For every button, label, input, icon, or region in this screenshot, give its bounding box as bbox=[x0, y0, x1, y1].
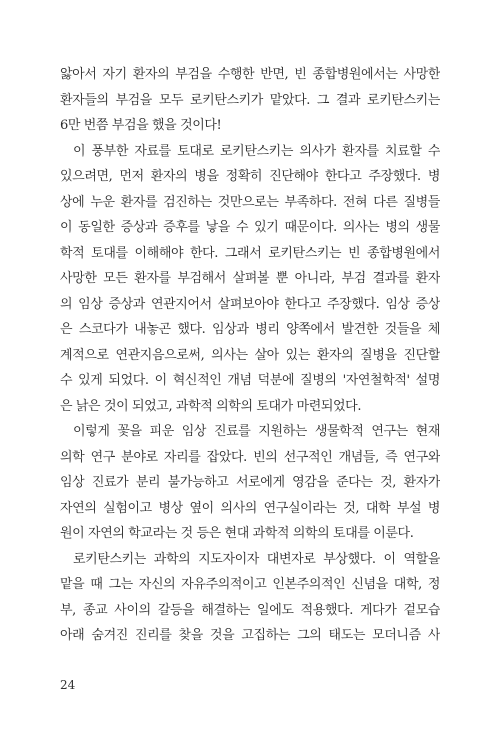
paragraph bbox=[60, 547, 440, 649]
text-line: 이 풍부한 자료를 토대로 로키탄스키는 의사가 환자를 치료할 수 bbox=[73, 143, 440, 159]
text-line: 의학 연구 분야로 자리를 잡았다. 빈의 선구적인 개념들, 즉 연구와 bbox=[60, 449, 440, 465]
text-line: 이 동일한 증상과 증후를 낳을 수 있기 때문이다. 의사는 병의 생물 bbox=[60, 220, 440, 235]
text-line: 맡을 때 그는 자신의 자유주의적이고 인본주의적인 신념을 대학, 정 bbox=[60, 577, 440, 592]
text-line: 사망한 모든 환자를 부검해서 살펴볼 뿐 아니라, 부검 결과를 환자 bbox=[60, 271, 440, 286]
text-line: 이렇게 꽃을 피운 임상 진료를 지원하는 생물학적 연구는 현재 bbox=[73, 424, 440, 439]
text-line: 은 스코다가 내놓곤 했다. 임상과 병리 양쪽에서 발견한 것들을 체 bbox=[60, 322, 440, 337]
text-line: 앓아서 자기 환자의 부검을 수행한 반면, 빈 종합병원에서는 사망한 bbox=[60, 67, 440, 82]
text-line: 6만 번쯤 부검을 했을 것이다! bbox=[60, 118, 222, 133]
paragraph bbox=[60, 62, 440, 139]
text-line: 은 낡은 것이 되었고, 과학적 의학의 토대가 마련되었다. bbox=[60, 398, 362, 414]
text-line: 수 있게 되었다. 이 혁신적인 개념 덕분에 질병의 '자연철학적' 설명 bbox=[60, 373, 440, 388]
text-line: 로키탄스키는 과학의 지도자이자 대변자로 부상했다. 이 역할을 bbox=[73, 551, 440, 567]
text-line: 상에 누운 환자를 검진하는 것만으로는 부족하다. 전혀 다른 질병들 bbox=[60, 194, 440, 210]
text-line: 자연의 실험이고 병상 옆이 의사의 연구실이라는 것, 대학 부설 병 bbox=[60, 500, 440, 516]
text-line: 아래 숨겨진 진리를 찾을 것을 고집하는 그의 태도는 모더니즘 사 bbox=[60, 628, 440, 643]
text-line: 계적으로 연관지음으로써, 의사는 살아 있는 환자의 질병을 진단할 bbox=[60, 347, 440, 363]
paragraph bbox=[60, 139, 440, 420]
text-line: 학적 토대를 이해해야 한다. 그래서 로키탄스키는 빈 종합병원에서 bbox=[60, 245, 440, 261]
text-line: 의 임상 증상과 연관지어서 살펴보아야 한다고 주장했다. 임상 증상 bbox=[60, 296, 440, 312]
text-line: 부, 종교 사이의 갈등을 해결하는 일에도 적용했다. 게다가 겉모습 bbox=[60, 602, 440, 618]
text-line: 환자들의 부검을 모두 로키탄스키가 맡았다. 그 결과 로키탄스키는 bbox=[60, 92, 440, 108]
page-number: 24 bbox=[60, 678, 76, 692]
text-line: 임상 진료가 분리 불가능하고 서로에게 영감을 준다는 것, 환자가 bbox=[60, 475, 440, 490]
paragraph bbox=[60, 419, 440, 547]
text-line: 있으려면, 먼저 환자의 병을 정확히 진단해야 한다고 주장했다. 병 bbox=[60, 169, 440, 184]
text-line: 원이 자연의 학교라는 것 등은 현대 과학적 의학의 토대를 이룬다. bbox=[60, 526, 414, 541]
page-body bbox=[60, 62, 440, 649]
